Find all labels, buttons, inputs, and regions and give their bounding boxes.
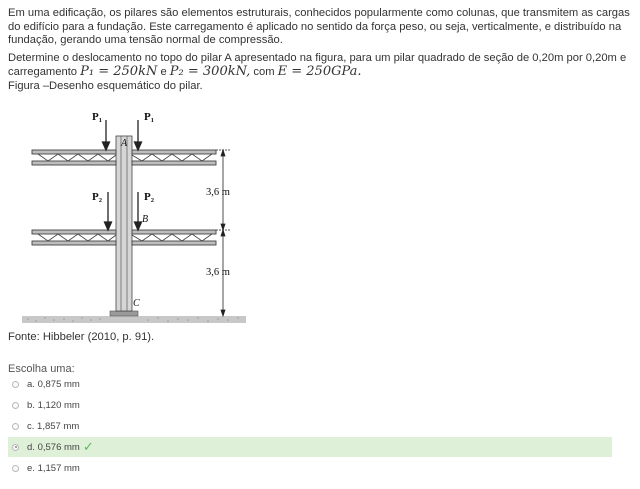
arrow-p2-right: [135, 192, 142, 230]
formula-p2: P₂ = 300kN,: [169, 64, 251, 80]
question-text: [8, 7, 630, 94]
option-e-letter: e.: [27, 462, 35, 474]
arrow-p1-left: [103, 120, 110, 150]
option-a-letter: a.: [27, 378, 35, 390]
column: [116, 136, 132, 311]
option-d-text: 0,576 mm: [37, 441, 80, 453]
column-diagram: [18, 106, 250, 328]
option-c-text: 1,857 mm: [37, 420, 80, 432]
radio-option-d[interactable]: [12, 444, 19, 451]
word-e: e: [160, 66, 167, 79]
figure-source: Fonte: Hibbeler (2010, p. 91).: [8, 331, 155, 343]
lower-truss-left: [32, 230, 116, 245]
label-b: B: [142, 214, 149, 225]
dimension-lines: [216, 150, 230, 316]
choose-label: Escolha uma:: [8, 363, 75, 375]
label-p1-right: P₁: [144, 111, 155, 123]
radio-option-c[interactable]: [12, 423, 19, 430]
option-e-text: 1,157 mm: [37, 462, 80, 474]
radio-option-e[interactable]: [12, 465, 19, 472]
option-b[interactable]: [8, 395, 612, 415]
word-com: com: [253, 66, 275, 79]
dimension-lower: 3,6 m: [206, 267, 230, 278]
formula-e: E = 250GPa.: [277, 64, 362, 80]
option-b-text: 1,120 mm: [37, 399, 80, 411]
figure-caption: Figura –Desenho esquemático do pilar.: [8, 79, 203, 92]
question-paragraph-2: [8, 52, 630, 80]
option-c[interactable]: [8, 416, 612, 436]
option-e[interactable]: [8, 458, 612, 478]
option-d-letter: d.: [27, 441, 35, 453]
label-p1-left: P₁: [92, 111, 103, 123]
option-d[interactable]: [8, 437, 612, 457]
lower-truss-right: [132, 230, 216, 245]
check-icon: ✓: [82, 439, 94, 454]
radio-option-a[interactable]: [12, 381, 19, 388]
upper-truss-right: [132, 150, 216, 165]
column-figure: [18, 106, 250, 328]
option-a-text: 0,875 mm: [37, 378, 80, 390]
radio-option-b[interactable]: [12, 402, 19, 409]
base-plate: [110, 311, 138, 316]
label-c: C: [133, 298, 140, 309]
option-c-letter: c.: [27, 420, 35, 432]
question-paragraph-2-text: Determine o deslocamento no topo do pilar A apresentado na figura, para um pilar quadrado de seção de 0,20m por 0,20m e carregamento: [8, 51, 627, 79]
option-a[interactable]: [8, 374, 612, 394]
option-b-letter: b.: [27, 399, 35, 411]
label-a: A: [121, 138, 128, 149]
arrow-p2-left: [105, 192, 112, 230]
formula-p1: P₁ = 250kN: [80, 64, 158, 80]
question-paragraph-1: Em uma edificação, os pilares são elementos estruturais, conhecidos popularmente como colunas, que transmitem as cargas do edifício para a fundação. Este carregamento é aplicado no sentido da força peso, ou seja, verticalmente, e distribuído na fundação, gerando uma tensão normal de compressão.: [8, 7, 630, 47]
label-p2-right: P₂: [144, 191, 155, 203]
arrow-p1-right: [135, 120, 142, 150]
label-p2-left: P₂: [92, 191, 103, 203]
upper-truss-left: [32, 150, 116, 165]
ground: [22, 316, 246, 323]
dimension-upper: 3,6 m: [206, 187, 230, 198]
